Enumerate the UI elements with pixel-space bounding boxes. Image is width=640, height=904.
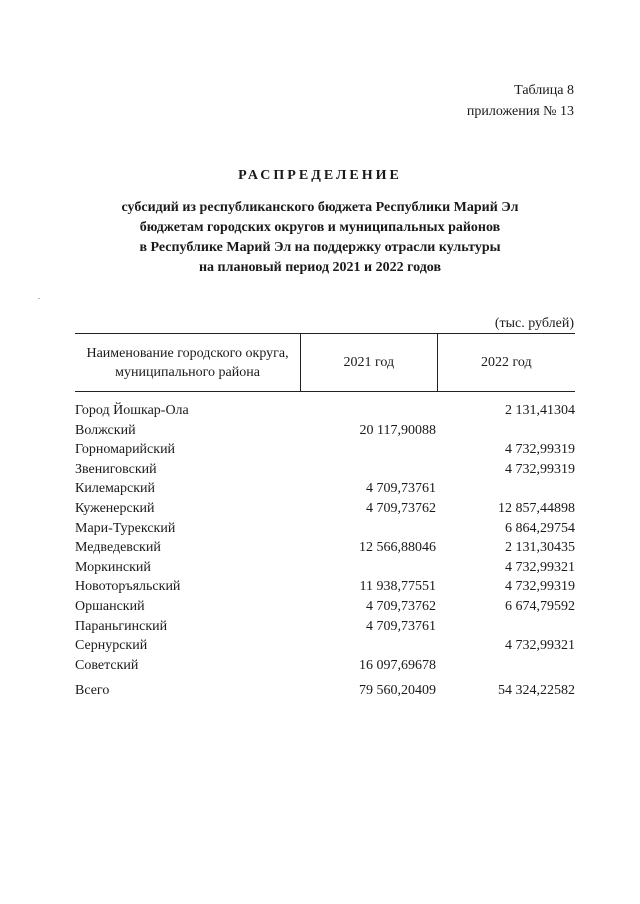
table-number: Таблица 8 — [514, 83, 574, 98]
row-2021 — [301, 440, 437, 460]
row-2021: 12 566,88046 — [359, 540, 436, 556]
subtitle-line-3: в Республике Марий Эл на поддержку отрасли культуры — [139, 240, 501, 255]
row-2021: 11 938,77551 — [359, 579, 436, 595]
row-2022: 6 674,79592 — [505, 598, 575, 614]
row-2021: 4 709,73762 — [366, 500, 436, 516]
row-name: Горномарийский — [75, 442, 176, 458]
row-2022: 4 732,99319 — [505, 461, 575, 477]
row-2022: 6 864,29754 — [505, 520, 575, 536]
table-row — [75, 636, 575, 656]
row-2022: 2 131,30435 — [505, 540, 575, 556]
header-2021: 2021 год — [300, 334, 437, 391]
table-row — [75, 656, 575, 676]
row-2021: 4 709,73761 — [366, 618, 436, 634]
row-name: Советский — [75, 657, 139, 673]
row-name: Куженерский — [75, 500, 155, 516]
row-2021 — [301, 558, 437, 578]
row-2021: 20 117,90088 — [359, 422, 436, 438]
total-2021: 79 560,20409 — [359, 683, 436, 699]
table-row — [75, 499, 575, 519]
header-2022: 2022 год — [480, 355, 532, 370]
table-row — [75, 519, 575, 539]
row-2021 — [301, 460, 437, 480]
row-name: Звениговский — [75, 461, 157, 477]
table-row — [75, 440, 575, 460]
table-row — [75, 558, 575, 578]
header-name-column — [75, 334, 300, 391]
table-header — [75, 333, 575, 392]
table-row — [75, 617, 575, 637]
total-2022: 54 324,22582 — [498, 683, 575, 699]
total-row — [75, 681, 575, 701]
row-name: Волжский — [75, 422, 136, 438]
row-name: Город Йошкар-Ола — [75, 403, 189, 418]
document-heading — [0, 166, 640, 278]
row-name: Параньгинский — [75, 618, 168, 634]
row-2021 — [301, 401, 437, 421]
table-row — [75, 479, 575, 499]
row-name: Килемарский — [75, 481, 156, 497]
document-title: РАСПРЕДЕЛЕНИЕ — [238, 168, 402, 183]
table-row — [75, 538, 575, 558]
row-2021: 16 097,69678 — [359, 657, 436, 673]
row-2022 — [437, 656, 575, 676]
scan-speck — [38, 298, 40, 299]
subtitle-line-2: бюджетам городских округов и муниципальных районов — [139, 220, 501, 235]
row-2021 — [301, 519, 437, 539]
units-note: (тыс. рублей) — [494, 316, 574, 331]
total-label: Всего — [75, 683, 110, 699]
row-2021: 4 709,73761 — [366, 481, 436, 497]
table-row — [75, 421, 575, 441]
table-row — [75, 460, 575, 480]
header-name-line-1: Наименование городского округа, — [86, 345, 289, 361]
appendix-number: приложения № 13 — [466, 104, 574, 119]
row-name: Новоторъяльский — [75, 579, 181, 595]
row-2021: 4 709,73762 — [366, 598, 436, 614]
row-2022: 12 857,44898 — [498, 500, 575, 516]
subtitle-line-4: на плановый период 2021 и 2022 годов — [198, 260, 442, 275]
row-2022 — [437, 421, 575, 441]
subsidy-table — [75, 333, 575, 701]
row-2022: 4 732,99319 — [505, 579, 575, 595]
table-reference — [467, 80, 574, 122]
row-name: Оршанский — [75, 598, 145, 614]
table-body — [75, 401, 575, 675]
table-row — [75, 577, 575, 597]
row-2022 — [437, 479, 575, 499]
row-name: Мари-Турекский — [75, 520, 176, 536]
header-name-line-2: муниципального района — [115, 364, 260, 380]
row-2022: 2 131,41304 — [505, 403, 575, 418]
table-row — [75, 401, 575, 421]
row-2022: 4 732,99321 — [505, 559, 575, 575]
subtitle-line-1: субсидий из республиканского бюджета Республики Марий Эл — [121, 200, 519, 215]
row-name: Моркинский — [75, 559, 151, 575]
row-name: Медведевский — [75, 540, 161, 556]
table-row — [75, 597, 575, 617]
row-2022: 4 732,99321 — [505, 638, 575, 654]
row-2022 — [437, 617, 575, 637]
row-2021 — [301, 636, 437, 656]
row-name: Сернурский — [75, 638, 148, 654]
row-2022: 4 732,99319 — [505, 442, 575, 458]
